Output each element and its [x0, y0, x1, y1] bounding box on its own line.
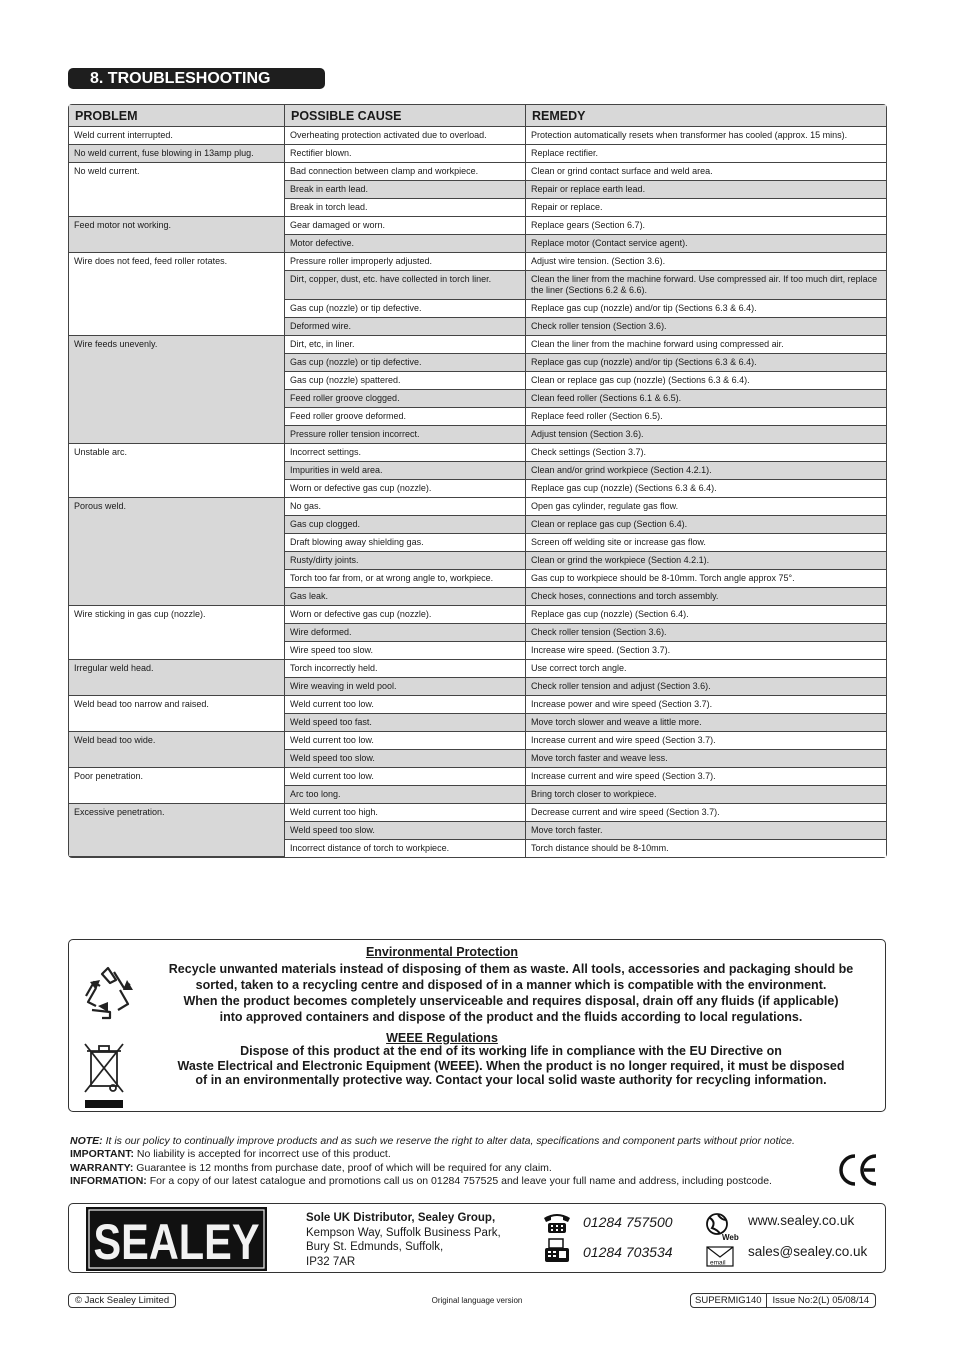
logo-text: SEALEY [93, 1214, 260, 1270]
cause-cell: Feed roller groove deformed. [285, 408, 526, 426]
table-row [69, 127, 886, 145]
header-problem: PROBLEM [69, 105, 285, 127]
problem-cell: Wire does not feed, feed roller rotates. [69, 253, 285, 336]
troubleshooting-table [68, 104, 887, 858]
email-link[interactable]: sales@sealey.co.uk [748, 1244, 868, 1259]
cause-cell: Weld speed too slow. [285, 750, 526, 768]
table-row [69, 253, 886, 271]
cause-cell: Dirt, copper, dust, etc. have collected in torch liner. [285, 271, 526, 300]
remedy-cell: Clean the liner from the machine forward. Use compressed air. If too much dirt, replace the liner (Sections 6.2 & 6.6). [526, 271, 886, 300]
remedy-cell: Check hoses, connections and torch assembly. [526, 588, 886, 606]
table-row [69, 768, 886, 786]
problem-cell: Poor penetration. [69, 768, 285, 804]
cause-cell: Weld speed too slow. [285, 822, 526, 840]
remedy-cell: Increase current and wire speed (Section 3.7). [526, 768, 886, 786]
environment-line: Recycle unwanted materials instead of disposing of them as waste. All tools, accessories and packaging should be [168, 962, 854, 976]
cause-cell: Wire weaving in weld pool. [285, 678, 526, 696]
cause-cell: Weld current too low. [285, 732, 526, 750]
remedy-cell: Clean and/or grind workpiece (Section 4.2.1). [526, 462, 886, 480]
problem-cell: No weld current. [69, 163, 285, 217]
copyright-label: © Jack Sealey Limited [68, 1293, 176, 1308]
table-body [69, 127, 886, 857]
table-row [69, 498, 886, 516]
remedy-cell: Replace gas cup (nozzle) (Sections 6.3 & 6.4). [526, 480, 886, 498]
address-block [306, 1211, 501, 1269]
distributor-name: Sole UK Distributor, Sealey Group, [306, 1212, 496, 1224]
table-row [69, 660, 886, 678]
model-issue-label [690, 1293, 876, 1308]
remedy-cell: Check roller tension (Section 3.6). [526, 318, 886, 336]
cause-cell: Break in earth lead. [285, 181, 526, 199]
remedy-cell: Increase power and wire speed (Section 3.7). [526, 696, 886, 714]
cause-cell: Impurities in weld area. [285, 462, 526, 480]
header-remedy: REMEDY [526, 105, 886, 127]
email-envelope-icon [706, 1246, 734, 1267]
warranty-line [70, 1162, 850, 1175]
table-row [69, 217, 886, 235]
note-line [70, 1135, 850, 1148]
remedy-cell: Repair or replace. [526, 199, 886, 217]
remedy-cell: Replace gas cup (nozzle) and/or tip (Sections 6.3 & 6.4). [526, 354, 886, 372]
remedy-cell: Move torch faster. [526, 822, 886, 840]
cause-cell: Gas cup (nozzle) spattered. [285, 372, 526, 390]
cause-cell: Weld current too high. [285, 804, 526, 822]
cause-cell: Deformed wire. [285, 318, 526, 336]
web-icon-label: Web [722, 1233, 739, 1242]
table-row [69, 336, 886, 354]
cause-cell: Torch incorrectly held. [285, 660, 526, 678]
environment-line: When the product becomes completely unserviceable and requires disposal, drain off any fluids (if applicable) [183, 994, 839, 1008]
table-row [69, 606, 886, 624]
notes-block [70, 1135, 850, 1189]
cause-cell: Gas leak. [285, 588, 526, 606]
environment-line: sorted, taken to a recycling centre and disposed of in a manner which is compatible with the environment. [195, 978, 827, 992]
cause-cell: Incorrect distance of torch to workpiece. [285, 840, 526, 857]
weee-bin-icon [83, 1042, 125, 1108]
environment-text [150, 961, 872, 1025]
website-link[interactable]: www.sealey.co.uk [748, 1213, 855, 1228]
remedy-cell: Replace feed roller (Section 6.5). [526, 408, 886, 426]
address-line: Bury St. Edmunds, Suffolk, [306, 1241, 444, 1253]
important-text: No liability is accepted for incorrect use of this product. [133, 1148, 391, 1161]
remedy-cell: Replace rectifier. [526, 145, 886, 163]
important-line [70, 1148, 850, 1161]
problem-cell: Porous weld. [69, 498, 285, 606]
cause-cell: Gas cup (nozzle) or tip defective. [285, 354, 526, 372]
model-number: SUPERMIG140 [691, 1294, 767, 1307]
cause-cell: Bad connection between clamp and workpiece. [285, 163, 526, 181]
cause-cell: Weld current too low. [285, 696, 526, 714]
note-label: NOTE: [70, 1135, 103, 1147]
problem-cell: Wire feeds unevenly. [69, 336, 285, 444]
phone-icon [542, 1212, 572, 1234]
note-text: It is our policy to continually improve products and as such we reserve the right to alter data, specifications and component parts without prior notice. [102, 1135, 795, 1147]
remedy-cell: Screen off welding site or increase gas flow. [526, 534, 886, 552]
information-line [70, 1175, 850, 1188]
cause-cell: Weld speed too fast. [285, 714, 526, 732]
table-row [69, 145, 886, 163]
cause-cell: Incorrect settings. [285, 444, 526, 462]
remedy-cell: Torch distance should be 8-10mm. [526, 840, 886, 857]
cause-cell: Arc too long. [285, 786, 526, 804]
remedy-cell: Adjust wire tension. (Section 3.6). [526, 253, 886, 271]
remedy-cell: Clean or grind contact surface and weld area. [526, 163, 886, 181]
cause-cell: Gear damaged or worn. [285, 217, 526, 235]
issue-number: Issue No:2(L) 05/08/14 [772, 1295, 870, 1306]
cause-cell: Draft blowing away shielding gas. [285, 534, 526, 552]
problem-cell: Excessive penetration. [69, 804, 285, 857]
remedy-cell: Check settings (Section 3.7). [526, 444, 886, 462]
remedy-cell: Clean or replace gas cup (nozzle) (Sections 6.3 & 6.4). [526, 372, 886, 390]
cause-cell: Wire speed too slow. [285, 642, 526, 660]
table-row [69, 444, 886, 462]
header-cause: POSSIBLE CAUSE [285, 105, 526, 127]
remedy-cell: Protection automatically resets when transformer has cooled (approx. 15 mins). [526, 127, 886, 145]
remedy-cell: Replace gas cup (nozzle) and/or tip (Sections 6.3 & 6.4). [526, 300, 886, 318]
remedy-cell: Move torch slower and weave a little more. [526, 714, 886, 732]
table-row [69, 804, 886, 822]
remedy-cell: Repair or replace earth lead. [526, 181, 886, 199]
problem-cell: Weld current interrupted. [69, 127, 285, 145]
phone-number[interactable]: 01284 757500 [583, 1214, 673, 1230]
section-title: 8. TROUBLESHOOTING [68, 68, 325, 89]
weee-heading: WEEE Regulations [386, 1031, 498, 1045]
cause-cell: Wire deformed. [285, 624, 526, 642]
table-row [69, 163, 886, 181]
cause-cell: Break in torch lead. [285, 199, 526, 217]
information-text: For a copy of our latest catalogue and promotions call us on 01284 757525 and leave your full name and address, including postcode. [146, 1175, 772, 1188]
sealey-logo [86, 1207, 267, 1271]
weee-line: of in an environmentally protective way. Contact your local solid waste authority for recycling information. [195, 1073, 827, 1087]
table-header-row [69, 105, 886, 127]
cause-cell: Rusty/dirty joints. [285, 552, 526, 570]
remedy-cell: Bring torch closer to workpiece. [526, 786, 886, 804]
remedy-cell: Open gas cylinder, regulate gas flow. [526, 498, 886, 516]
remedy-cell: Gas cup to workpiece should be 8-10mm. Torch angle approx 75°. [526, 570, 886, 588]
warranty-label: WARRANTY: [70, 1161, 134, 1174]
weee-line: Dispose of this product at the end of its working life in compliance with the EU Directive on [240, 1044, 782, 1058]
remedy-cell: Clean or replace gas cup (Section 6.4). [526, 516, 886, 534]
remedy-cell: Replace motor (Contact service agent). [526, 235, 886, 253]
cause-cell: Rectifier blown. [285, 145, 526, 163]
cause-cell: Gas cup clogged. [285, 516, 526, 534]
remedy-cell: Clean feed roller (Sections 6.1 & 6.5). [526, 390, 886, 408]
remedy-cell: Check roller tension and adjust (Section 3.6). [526, 678, 886, 696]
cause-cell: No gas. [285, 498, 526, 516]
problem-cell: Feed motor not working. [69, 217, 285, 253]
remedy-cell: Increase current and wire speed (Section 3.7). [526, 732, 886, 750]
recycle-icon [80, 966, 136, 1020]
weee-line: Waste Electrical and Electronic Equipment (WEEE). When the product is no longer required, it must be disposed [177, 1058, 845, 1073]
important-label: IMPORTANT: [70, 1148, 134, 1161]
problem-cell: Wire sticking in gas cup (nozzle). [69, 606, 285, 660]
ce-mark-icon [836, 1152, 880, 1188]
remedy-cell: Adjust tension (Section 3.6). [526, 426, 886, 444]
environment-heading: Environmental Protection [365, 945, 519, 959]
problem-cell: Irregular weld head. [69, 660, 285, 696]
remedy-cell: Check roller tension (Section 3.6). [526, 624, 886, 642]
cause-cell: Worn or defective gas cup (nozzle). [285, 480, 526, 498]
weee-text [150, 1044, 872, 1088]
address-line: Kempson Way, Suffolk Business Park, [306, 1226, 501, 1239]
address-line: IP32 7AR [306, 1255, 356, 1268]
cause-cell: Torch too far from, or at wrong angle to, workpiece. [285, 570, 526, 588]
remedy-cell: Replace gears (Section 6.7). [526, 217, 886, 235]
cause-cell: Weld current too low. [285, 768, 526, 786]
cause-cell: Feed roller groove clogged. [285, 390, 526, 408]
warranty-text: Guarantee is 12 months from purchase date, proof of which will be required for any claim. [133, 1161, 552, 1174]
remedy-cell: Decrease current and wire speed (Section 3.7). [526, 804, 886, 822]
cause-cell: Overheating protection activated due to overload. [285, 127, 526, 145]
email-icon-label: email [710, 1259, 726, 1267]
web-globe-icon [704, 1212, 738, 1242]
environment-line: into approved containers and dispose of the product and the fluids according to local regulations. [219, 1010, 803, 1024]
remedy-cell: Move torch faster and weave less. [526, 750, 886, 768]
remedy-cell: Replace gas cup (nozzle) (Section 6.4). [526, 606, 886, 624]
remedy-cell: Clean the liner from the machine forward using compressed air. [526, 336, 886, 354]
language-version: Original language version [431, 1296, 523, 1305]
cause-cell: Pressure roller tension incorrect. [285, 426, 526, 444]
table-row [69, 732, 886, 750]
problem-cell: Unstable arc. [69, 444, 285, 498]
problem-cell: No weld current, fuse blowing in 13amp plug. [69, 145, 285, 163]
fax-icon [543, 1238, 571, 1264]
remedy-cell: Clean or grind the workpiece (Section 4.2.1). [526, 552, 886, 570]
fax-number: 01284 703534 [583, 1244, 673, 1260]
problem-cell: Weld bead too wide. [69, 732, 285, 768]
information-label: INFORMATION: [70, 1175, 147, 1188]
cause-cell: Worn or defective gas cup (nozzle). [285, 606, 526, 624]
cause-cell: Motor defective. [285, 235, 526, 253]
table-row [69, 696, 886, 714]
cause-cell: Pressure roller improperly adjusted. [285, 253, 526, 271]
cause-cell: Dirt, etc, in liner. [285, 336, 526, 354]
remedy-cell: Use correct torch angle. [526, 660, 886, 678]
remedy-cell: Increase wire speed. (Section 3.7). [526, 642, 886, 660]
cause-cell: Gas cup (nozzle) or tip defective. [285, 300, 526, 318]
problem-cell: Weld bead too narrow and raised. [69, 696, 285, 732]
